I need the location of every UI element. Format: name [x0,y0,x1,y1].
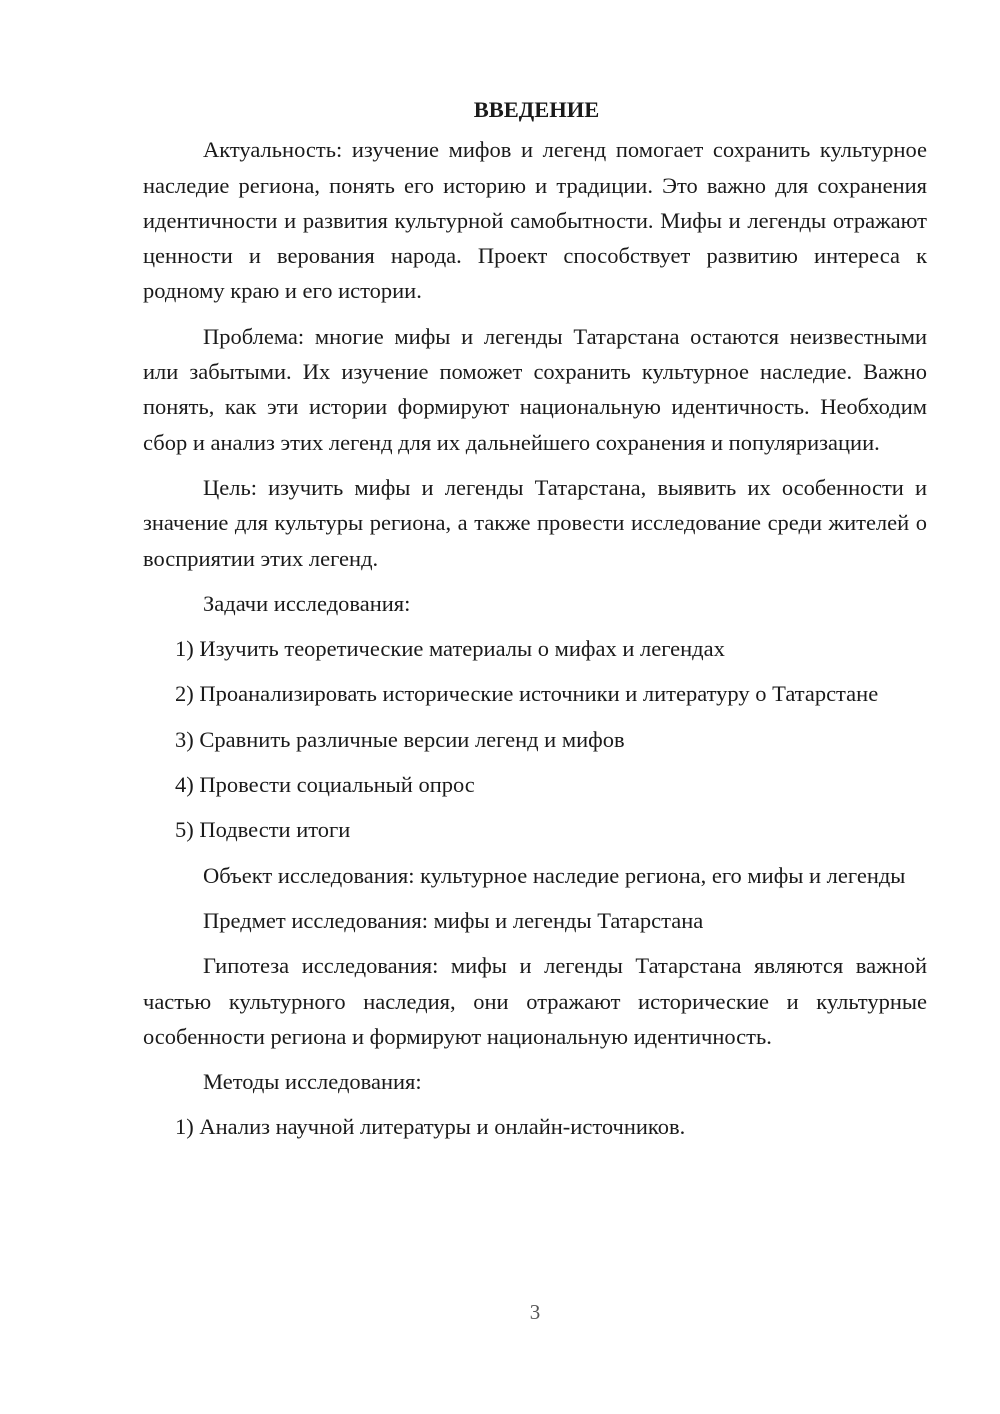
tasks-heading: Задачи исследования: [203,590,411,616]
subject-paragraph: Предмет исследования: мифы и легенды Татарстана [203,907,704,933]
hypothesis-paragraph: Гипотеза исследования: мифы и легенды Татарстана являются важной частью культурного наследия, они отражают исторические и культурные особенности региона и формируют национальную идентичность. [143,953,927,1049]
object-paragraph: Объект исследования: культурное наследие региона, его мифы и легенды [203,862,906,888]
methods-heading: Методы исследования: [203,1069,422,1095]
task-item-2: 2) Проанализировать исторические источники и литературу о Татарстане [175,681,879,707]
method-item-1: 1) Анализ научной литературы и онлайн-источников. [175,1114,686,1140]
page-number: 3 [529,1300,541,1324]
task-item-3: 3) Сравнить различные версии легенд и мифов [175,726,625,752]
page-content [143,92,927,1155]
relevance-paragraph: Актуальность: изучение мифов и легенд помогает сохранить культурное наследие региона, понять его историю и традиции. Это важно для сохранения идентичности и развития культурной самобытности. Мифы и легенды отражают ценности и верования народа. Проект способствует развитию интереса к родному краю и его истории. [143,137,927,304]
problem-paragraph: Проблема: многие мифы и легенды Татарстана остаются неизвестными или забытыми. Их изучение поможет сохранить культурное наследие. Важно понять, как эти истории формируют национальную идентичность. Необходим сбор и анализ этих легенд для их дальнейшего сохранения и популяризации. [143,323,927,455]
task-item-5: 5) Подвести итоги [175,817,351,843]
section-title: ВВЕДЕНИЕ [473,97,600,122]
goal-paragraph: Цель: изучить мифы и легенды Татарстана, выявить их особенности и значение для культуры региона, а также провести исследование среди жителей о восприятии этих легенд. [143,474,927,571]
task-item-4: 4) Провести социальный опрос [175,772,475,798]
task-item-1: 1) Изучить теоретические материалы о мифах и легендах [175,636,725,662]
